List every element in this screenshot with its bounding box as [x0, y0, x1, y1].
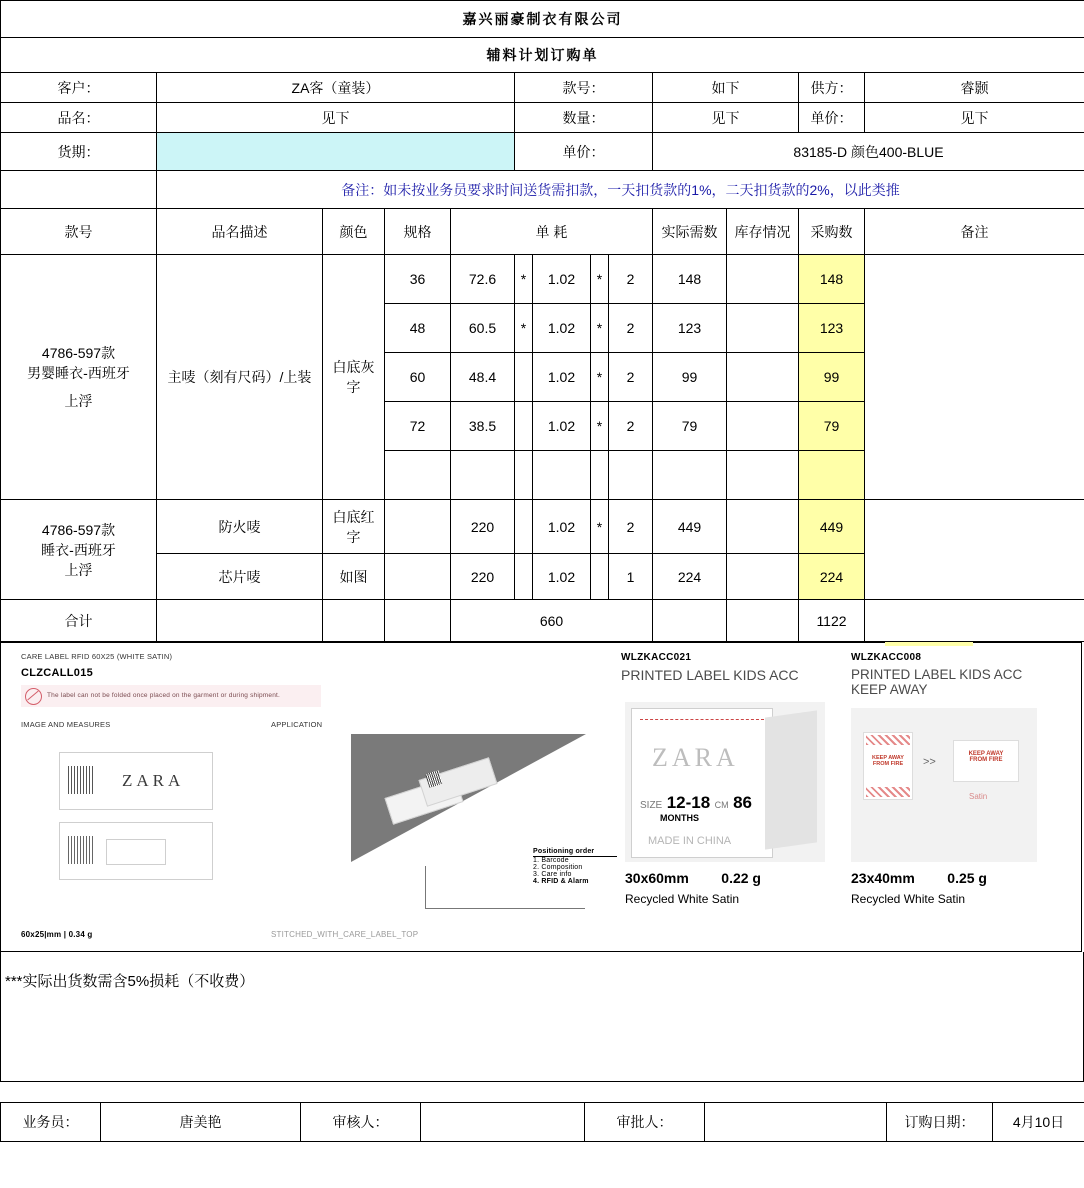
sales-label: 业务员：	[1, 1103, 101, 1142]
supplier-label: 供方：	[799, 73, 865, 103]
positioning-item: 1. Barcode	[533, 857, 569, 864]
g2row0-u3: 2	[609, 500, 653, 554]
total-blank-color	[323, 600, 385, 642]
row0-u1: 72.6	[451, 255, 515, 304]
application-illustration	[351, 734, 609, 862]
card3-keepaway-left-2: FROM FIRE	[872, 761, 904, 767]
supplier-value: 睿颢	[865, 73, 1084, 103]
g2row0-spec	[385, 500, 451, 554]
positioning-item: 3. Care info	[533, 871, 572, 878]
card2-dimensions: 30x60mm	[625, 870, 689, 886]
card3-title-line1: PRINTED LABEL KIDS ACC	[851, 667, 1023, 682]
g2row1-s2	[591, 554, 609, 600]
row0-spec: 36	[385, 255, 451, 304]
g2row1-color: 如图	[323, 554, 385, 600]
hatch-top	[866, 735, 910, 745]
price-label: 单价：	[799, 103, 865, 133]
total-blank-spec	[385, 600, 451, 642]
checker-value[interactable]	[421, 1103, 585, 1142]
qty-label: 数量：	[515, 103, 653, 133]
card3-material: Recycled White Satin	[851, 892, 966, 906]
card3-satin: Satin	[969, 792, 988, 801]
table-row	[1, 500, 1084, 554]
g2row1-need: 224	[653, 554, 727, 600]
card2-measure-row	[625, 870, 831, 888]
image-measures-title: IMAGE AND MEASURES	[21, 720, 111, 729]
row2-u3: 2	[609, 353, 653, 402]
total-blank-need	[653, 600, 727, 642]
company-title: 嘉兴丽豪制衣有限公司	[1, 1, 1084, 38]
positioning-item: 4. RFID & Alarm	[533, 878, 589, 885]
approver-value[interactable]	[705, 1103, 887, 1142]
row1-need: 123	[653, 304, 727, 353]
col-stock: 库存情况	[727, 209, 799, 255]
card2-weight: 0.22 g	[721, 870, 761, 886]
group2-style-line3: 上浮	[64, 561, 93, 578]
card3-arrow: >>	[923, 756, 936, 768]
row0-stock	[727, 255, 799, 304]
card2-cm-value: 86	[733, 793, 752, 812]
card3-keepaway-left-1: KEEP AWAY	[872, 755, 904, 761]
row1-stock	[727, 304, 799, 353]
style-label: 款号：	[515, 73, 653, 103]
row2-s2: *	[591, 353, 609, 402]
printed-label-kids-acc-card	[621, 652, 831, 932]
row0-s1: *	[515, 255, 533, 304]
row1-u3: 2	[609, 304, 653, 353]
sales-value: 唐美艳	[101, 1103, 301, 1142]
no-fold-icon	[25, 688, 42, 705]
total-blank-remark	[865, 600, 1084, 642]
card3-measure-row	[851, 870, 1051, 888]
group1-remark	[865, 255, 1084, 500]
row4-s2	[591, 451, 609, 500]
row4-purchase	[799, 451, 865, 500]
col-actual-need: 实际需数	[653, 209, 727, 255]
g2row0-s1	[515, 500, 533, 554]
card2-size-line	[640, 793, 764, 813]
spec-sheet-band	[0, 642, 1082, 952]
doc-title: 辅料计划订购单	[1, 38, 1084, 73]
card2-image-area	[625, 702, 825, 862]
g2row0-need: 449	[653, 500, 727, 554]
group1-style	[1, 255, 157, 500]
card2-cm-label: CM	[714, 800, 729, 810]
row0-u2: 1.02	[533, 255, 591, 304]
total-purchase: 1122	[799, 600, 865, 642]
card2-size-value: 12-18	[666, 793, 711, 812]
loss-note: ***实际出货数需含5%损耗（不收费）	[5, 973, 255, 990]
row3-u1: 38.5	[451, 402, 515, 451]
row2-stock	[727, 353, 799, 402]
leader-line	[425, 866, 426, 908]
price-value: 见下	[865, 103, 1084, 133]
care-label-header: CARE LABEL RFID 60X25 (WHITE SATIN)	[21, 652, 173, 661]
row3-need: 79	[653, 402, 727, 451]
card2-material: Recycled White Satin	[625, 892, 740, 906]
remark-blank	[1, 171, 157, 209]
table-header-row	[1, 209, 1084, 255]
row4-u3	[609, 451, 653, 500]
total-row	[1, 600, 1084, 642]
g2row1-s1	[515, 554, 533, 600]
col-color: 颜色	[323, 209, 385, 255]
g2row1-desc: 芯片唛	[157, 554, 323, 600]
col-remark: 备注	[865, 209, 1084, 255]
g2row1-u2: 1.02	[533, 554, 591, 600]
barcode-block	[68, 766, 94, 794]
row2-s1	[515, 353, 533, 402]
care-label-back	[59, 822, 213, 880]
company-title-row	[1, 1, 1084, 38]
row1-s2: *	[591, 304, 609, 353]
warning-banner	[21, 685, 321, 707]
care-label-code: CLZCALL015	[21, 667, 94, 679]
card2-label-backside	[765, 710, 817, 849]
total-blank-desc	[157, 600, 323, 642]
group1-style-line3: 上浮	[64, 393, 93, 409]
warning-text: The label can not be folded once placed on the garment or during shipment.	[47, 692, 281, 699]
g2row0-u1: 220	[451, 500, 515, 554]
leader-line-horizontal	[425, 908, 585, 909]
total-blank-stock	[727, 600, 799, 642]
row3-u2: 1.02	[533, 402, 591, 451]
card3-dimensions: 23x40mm	[851, 870, 915, 886]
rfid-chip	[106, 839, 166, 865]
remark-row	[1, 171, 1084, 209]
card1-footer-left: 60x25|mm | 0.34 g	[21, 930, 93, 939]
row2-u1: 48.4	[451, 353, 515, 402]
col-unit-use: 单 耗	[451, 209, 653, 255]
card2-months: MONTHS	[660, 813, 699, 823]
positioning-item: 2. Composition	[533, 864, 583, 871]
customer-label: 客户：	[1, 73, 157, 103]
info-row-2	[1, 103, 1084, 133]
row2-need: 99	[653, 353, 727, 402]
card3-code: WLZKACC008	[851, 652, 922, 663]
card3-keepaway-right-1: KEEP AWAY	[968, 751, 1004, 757]
date-value: 4月10日	[993, 1103, 1084, 1142]
table-row	[1, 255, 1084, 304]
card2-label-sample	[631, 708, 773, 858]
card3-weight: 0.25 g	[947, 870, 987, 886]
care-label-brand: ZARA	[122, 771, 185, 790]
g2row0-stock	[727, 500, 799, 554]
card2-code: WLZKACC021	[621, 652, 692, 663]
col-style: 款号	[1, 209, 157, 255]
total-unit: 660	[451, 600, 653, 642]
g2row1-stock	[727, 554, 799, 600]
date-label: 订购日期：	[887, 1103, 993, 1142]
application-title: APPLICATION	[271, 720, 323, 729]
g2row1-spec	[385, 554, 451, 600]
delivery-value[interactable]	[157, 133, 515, 171]
group1-style-line2: 男婴睡衣-西班牙	[27, 365, 130, 381]
card3-sample-right	[953, 740, 1019, 782]
row2-purchase: 99	[799, 353, 865, 402]
row3-u3: 2	[609, 402, 653, 451]
col-spec: 规格	[385, 209, 451, 255]
group2-style-line2: 睡衣-西班牙	[41, 541, 116, 558]
positioning-order-title: Positioning order	[533, 848, 617, 857]
row2-u2: 1.02	[533, 353, 591, 402]
card3-sample-left	[863, 732, 913, 800]
group2-style	[1, 500, 157, 600]
row1-spec: 48	[385, 304, 451, 353]
info-row-1	[1, 73, 1084, 103]
qty-value: 见下	[653, 103, 799, 133]
card3-image-area	[851, 708, 1037, 862]
row1-u1: 60.5	[451, 304, 515, 353]
row4-u2	[533, 451, 591, 500]
g2row0-s2: *	[591, 500, 609, 554]
delivery-label: 货期：	[1, 133, 157, 171]
group2-style-line1: 4786-597款	[41, 521, 116, 538]
card3-label-text-left	[867, 755, 909, 767]
positioning-order-box	[533, 848, 617, 904]
row0-purchase: 148	[799, 255, 865, 304]
row3-s2: *	[591, 402, 609, 451]
row4-s1	[515, 451, 533, 500]
row1-s1: *	[515, 304, 533, 353]
group1-color: 白底灰字	[323, 255, 385, 500]
dashed-cut-line	[640, 719, 764, 720]
loss-note-area	[0, 952, 1084, 1082]
group2-remark	[865, 500, 1084, 600]
card1-footer-right: STITCHED_WITH_CARE_LABEL_TOP	[271, 930, 419, 939]
card3-title-line2: KEEP AWAY	[851, 682, 928, 697]
row3-s1	[515, 402, 533, 451]
g2row0-desc: 防火唛	[157, 500, 323, 554]
keep-away-label-card	[851, 652, 1051, 932]
card2-brand: ZARA	[652, 743, 739, 772]
row3-spec: 72	[385, 402, 451, 451]
info-row-3	[1, 133, 1084, 171]
g2row0-color: 白底红字	[323, 500, 385, 554]
row3-purchase: 79	[799, 402, 865, 451]
g2row0-u2: 1.02	[533, 500, 591, 554]
card3-label-text-right	[954, 751, 1018, 763]
row0-u3: 2	[609, 255, 653, 304]
approver-label: 审批人：	[585, 1103, 705, 1142]
row4-u1	[451, 451, 515, 500]
col-purchase: 采购数	[799, 209, 865, 255]
card2-title: PRINTED LABEL KIDS ACC	[621, 667, 799, 683]
group1-style-line1: 4786-597款	[41, 345, 116, 361]
row4-spec	[385, 451, 451, 500]
barcode-block-2	[68, 836, 94, 864]
card2-made-in: MADE IN CHINA	[648, 835, 732, 847]
care-label-spec-card	[21, 652, 611, 948]
col-desc: 品名描述	[157, 209, 323, 255]
g2row1-u3: 1	[609, 554, 653, 600]
product-label: 品名：	[1, 103, 157, 133]
signature-footer	[0, 1102, 1084, 1142]
price2-label: 单价：	[515, 133, 653, 171]
doc-title-row	[1, 38, 1084, 73]
footer-row	[1, 1103, 1084, 1142]
row0-s2: *	[591, 255, 609, 304]
row1-u2: 1.02	[533, 304, 591, 353]
style-value: 如下	[653, 73, 799, 103]
customer-value: ZA客（童装）	[157, 73, 515, 103]
row4-stock	[727, 451, 799, 500]
row2-spec: 60	[385, 353, 451, 402]
price2-value: 83185-D 颜色400-BLUE	[653, 133, 1084, 171]
row1-purchase: 123	[799, 304, 865, 353]
card3-keepaway-right-2: FROM FIRE	[969, 757, 1003, 763]
remark-text: 备注：如未按业务员要求时间送货需扣款，一天扣货款的1%，二天扣货款的2%，以此类推	[157, 171, 1084, 209]
group1-desc: 主唛（刻有尺码）/上装	[157, 255, 323, 500]
checker-label: 审核人：	[301, 1103, 421, 1142]
card2-size-label: SIZE	[640, 800, 663, 811]
row3-stock	[727, 402, 799, 451]
hatch-bottom	[866, 787, 910, 797]
g2row0-purchase: 449	[799, 500, 865, 554]
row4-need	[653, 451, 727, 500]
row0-need: 148	[653, 255, 727, 304]
product-value: 见下	[157, 103, 515, 133]
total-label: 合计	[1, 600, 157, 642]
care-label-front	[59, 752, 213, 810]
g2row1-u1: 220	[451, 554, 515, 600]
g2row1-purchase: 224	[799, 554, 865, 600]
